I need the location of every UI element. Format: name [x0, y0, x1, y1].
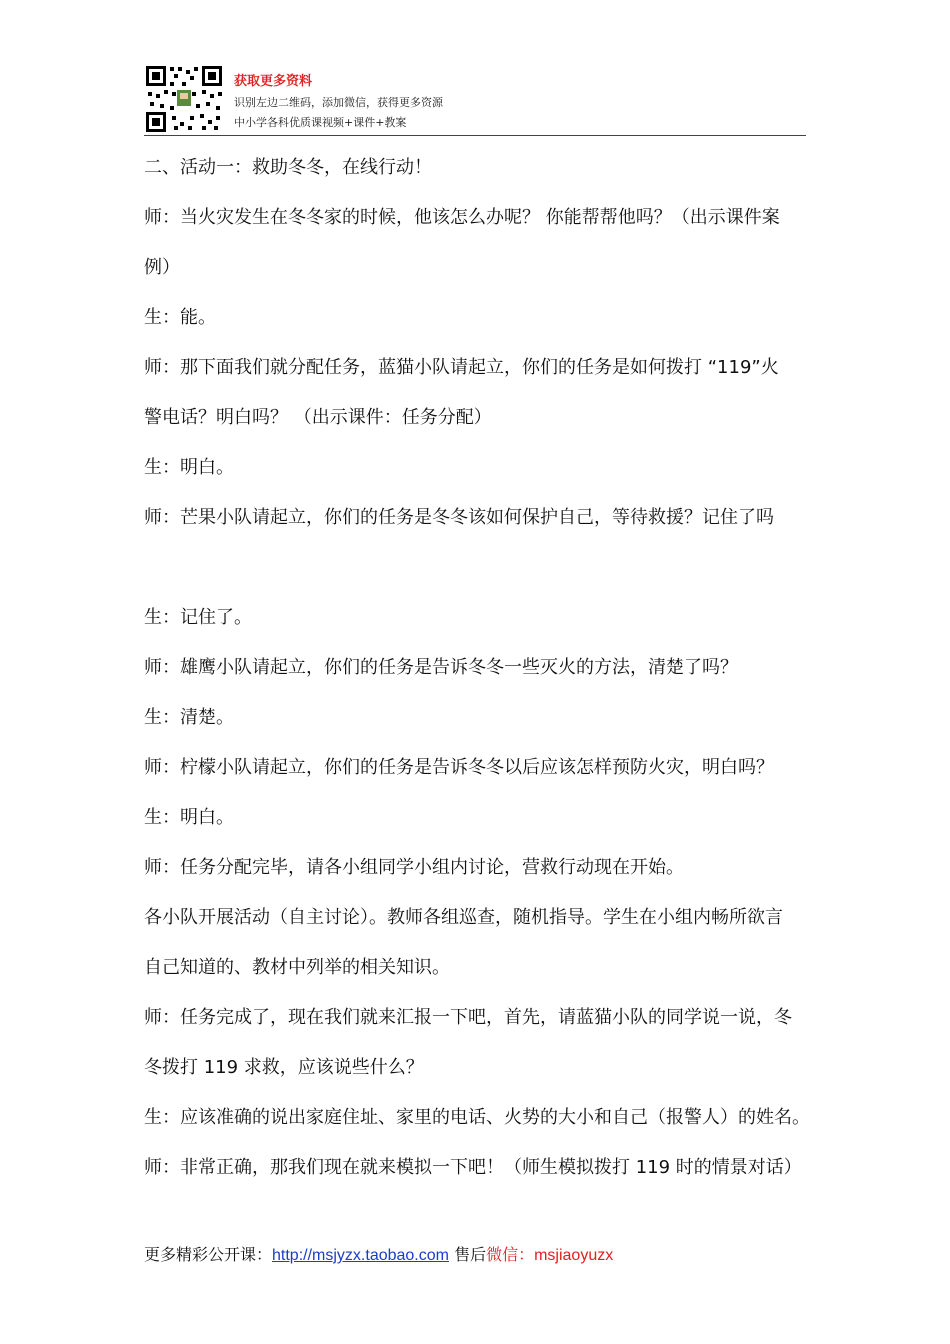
text-line: 警电话？明白吗？ （出示课件：任务分配） — [144, 407, 492, 428]
header-divider — [144, 135, 806, 136]
text-line: 师：任务分配完毕，请各小组同学小组内讨论，营救行动现在开始。 — [144, 857, 684, 878]
header-title: 获取更多资料 — [234, 74, 313, 89]
text-line: 自己知道的、教材中列举的相关知识。 — [144, 957, 450, 978]
page-footer — [144, 1242, 613, 1265]
qr-code-icon[interactable] — [144, 64, 224, 134]
footer-prefix: 更多精彩公开课： — [144, 1245, 273, 1264]
text-line: 师：芒果小队请起立，你们的任务是冬冬该如何保护自己，等待救援？记住了吗 — [144, 507, 774, 528]
text-line: 各小队开展活动（自主讨论）。教师各组巡查，随机指导。学生在小组内畅所欲言 — [144, 907, 783, 928]
text-line: 生：明白。 — [144, 457, 234, 478]
wechat-id: msjiaoyuzx — [534, 1247, 614, 1264]
text-line: 生：能。 — [144, 307, 216, 328]
text-line: 二、活动一：救助冬冬，在线行动！ — [144, 157, 432, 178]
text-line: 师：当火灾发生在冬冬家的时候，他该怎么办呢？ 你能帮帮他吗？（出示课件案 — [144, 207, 780, 228]
text-line: 师：非常正确，那我们现在就来模拟一下吧！（师生模拟拨打 119 时的情景对话） — [144, 1157, 802, 1178]
header-resources: 中小学各科优质课视频+课件+教案 — [234, 116, 407, 129]
text-line: 冬拨打 119 求救，应该说些什么？ — [144, 1057, 424, 1078]
text-line: 师：雄鹰小队请起立，你们的任务是告诉冬冬一些灭火的方法，清楚了吗？ — [144, 657, 738, 678]
text-line: 生：明白。 — [144, 807, 234, 828]
text-line: 师：任务完成了，现在我们就来汇报一下吧，首先，请蓝猫小队的同学说一说，冬 — [144, 1007, 792, 1028]
text-line: 师：柠檬小队请起立，你们的任务是告诉冬冬以后应该怎样预防火灾，明白吗？ — [144, 757, 774, 778]
after-sale-label: 售后 — [448, 1245, 487, 1264]
store-link[interactable]: http://msjyzx.taobao.com — [272, 1247, 449, 1264]
wechat-label: 微信： — [486, 1245, 535, 1264]
text-line: 生：应该准确的说出家庭住址、家里的电话、火势的大小和自己（报警人）的姓名。 — [144, 1107, 810, 1128]
text-line: 生：清楚。 — [144, 707, 234, 728]
header-subtitle: 识别左边二维码，添加微信，获得更多资源 — [234, 96, 443, 109]
text-line: 生：记住了。 — [144, 607, 252, 628]
promo-header — [144, 64, 806, 136]
text-line: 例） — [144, 257, 180, 278]
text-line: 师：那下面我们就分配任务，蓝猫小队请起立，你们的任务是如何拨打 “119”火 — [144, 357, 779, 378]
